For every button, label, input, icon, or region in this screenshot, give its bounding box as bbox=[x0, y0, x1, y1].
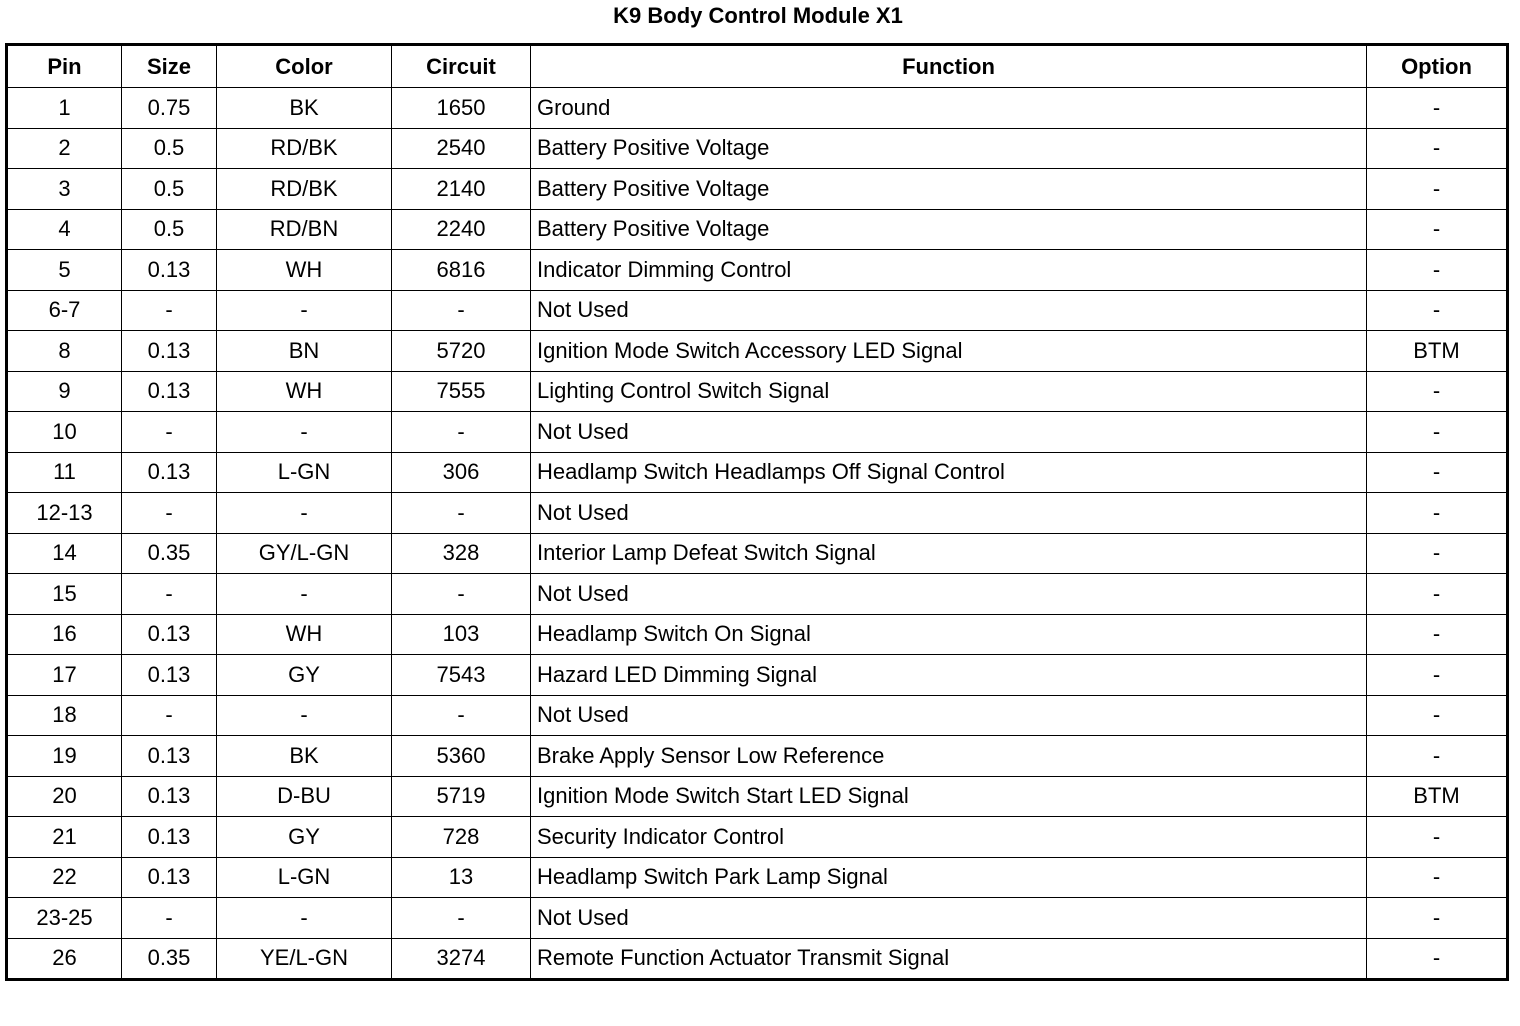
cell-option: - bbox=[1367, 695, 1508, 736]
table-row bbox=[7, 371, 1508, 412]
table-row bbox=[7, 614, 1508, 655]
cell-option: - bbox=[1367, 250, 1508, 291]
column-header-option: Option bbox=[1367, 45, 1508, 88]
cell-size: 0.13 bbox=[122, 371, 217, 412]
cell-pin: 3 bbox=[7, 169, 122, 210]
cell-circuit: - bbox=[392, 290, 531, 331]
cell-size: - bbox=[122, 574, 217, 615]
cell-color: L-GN bbox=[217, 452, 392, 493]
cell-size: - bbox=[122, 412, 217, 453]
cell-circuit: 2540 bbox=[392, 128, 531, 169]
cell-option: - bbox=[1367, 209, 1508, 250]
table-row bbox=[7, 776, 1508, 817]
cell-option: - bbox=[1367, 574, 1508, 615]
cell-circuit: 3274 bbox=[392, 938, 531, 980]
cell-color: - bbox=[217, 412, 392, 453]
cell-size: 0.13 bbox=[122, 776, 217, 817]
cell-pin: 4 bbox=[7, 209, 122, 250]
cell-size: 0.75 bbox=[122, 88, 217, 129]
cell-pin: 8 bbox=[7, 331, 122, 372]
cell-color: - bbox=[217, 898, 392, 939]
cell-pin: 23-25 bbox=[7, 898, 122, 939]
cell-function: Hazard LED Dimming Signal bbox=[531, 655, 1367, 696]
document-title: K9 Body Control Module X1 bbox=[613, 3, 903, 28]
cell-function: Not Used bbox=[531, 412, 1367, 453]
table-row bbox=[7, 331, 1508, 372]
cell-color: BK bbox=[217, 736, 392, 777]
cell-circuit: 728 bbox=[392, 817, 531, 858]
cell-pin: 19 bbox=[7, 736, 122, 777]
cell-color: GY bbox=[217, 817, 392, 858]
cell-circuit: 5719 bbox=[392, 776, 531, 817]
cell-color: BN bbox=[217, 331, 392, 372]
cell-function: Not Used bbox=[531, 493, 1367, 534]
cell-circuit: 2140 bbox=[392, 169, 531, 210]
table-row bbox=[7, 493, 1508, 534]
cell-function: Indicator Dimming Control bbox=[531, 250, 1367, 291]
table-row bbox=[7, 574, 1508, 615]
cell-pin: 18 bbox=[7, 695, 122, 736]
table-row bbox=[7, 695, 1508, 736]
cell-circuit: 328 bbox=[392, 533, 531, 574]
cell-function: Headlamp Switch Park Lamp Signal bbox=[531, 857, 1367, 898]
cell-option: - bbox=[1367, 169, 1508, 210]
cell-size: 0.35 bbox=[122, 533, 217, 574]
cell-circuit: 13 bbox=[392, 857, 531, 898]
cell-pin: 5 bbox=[7, 250, 122, 291]
cell-circuit: - bbox=[392, 695, 531, 736]
cell-size: 0.5 bbox=[122, 209, 217, 250]
cell-size: 0.13 bbox=[122, 452, 217, 493]
cell-color: WH bbox=[217, 371, 392, 412]
cell-color: RD/BK bbox=[217, 128, 392, 169]
cell-circuit: - bbox=[392, 412, 531, 453]
cell-pin: 1 bbox=[7, 88, 122, 129]
cell-circuit: 7543 bbox=[392, 655, 531, 696]
cell-pin: 12-13 bbox=[7, 493, 122, 534]
cell-color: WH bbox=[217, 250, 392, 291]
table-row bbox=[7, 169, 1508, 210]
cell-color: RD/BN bbox=[217, 209, 392, 250]
cell-pin: 15 bbox=[7, 574, 122, 615]
cell-circuit: 1650 bbox=[392, 88, 531, 129]
cell-function: Headlamp Switch Headlamps Off Signal Control bbox=[531, 452, 1367, 493]
cell-size: 0.13 bbox=[122, 331, 217, 372]
cell-option: - bbox=[1367, 938, 1508, 980]
cell-color: D-BU bbox=[217, 776, 392, 817]
table-row bbox=[7, 938, 1508, 980]
cell-option: - bbox=[1367, 817, 1508, 858]
cell-size: - bbox=[122, 695, 217, 736]
cell-circuit: 6816 bbox=[392, 250, 531, 291]
cell-size: 0.13 bbox=[122, 857, 217, 898]
cell-function: Security Indicator Control bbox=[531, 817, 1367, 858]
cell-function: Remote Function Actuator Transmit Signal bbox=[531, 938, 1367, 980]
cell-color: GY/L-GN bbox=[217, 533, 392, 574]
cell-color: - bbox=[217, 493, 392, 534]
cell-option: - bbox=[1367, 898, 1508, 939]
cell-function: Not Used bbox=[531, 898, 1367, 939]
cell-option: - bbox=[1367, 533, 1508, 574]
table-row bbox=[7, 290, 1508, 331]
cell-pin: 20 bbox=[7, 776, 122, 817]
cell-option: - bbox=[1367, 857, 1508, 898]
cell-circuit: 5360 bbox=[392, 736, 531, 777]
cell-option: - bbox=[1367, 128, 1508, 169]
cell-pin: 14 bbox=[7, 533, 122, 574]
cell-size: - bbox=[122, 898, 217, 939]
cell-function: Headlamp Switch On Signal bbox=[531, 614, 1367, 655]
cell-function: Battery Positive Voltage bbox=[531, 128, 1367, 169]
table-row bbox=[7, 736, 1508, 777]
cell-size: - bbox=[122, 493, 217, 534]
cell-color: L-GN bbox=[217, 857, 392, 898]
cell-option: BTM bbox=[1367, 776, 1508, 817]
column-header-pin: Pin bbox=[7, 45, 122, 88]
table-row bbox=[7, 250, 1508, 291]
cell-color: YE/L-GN bbox=[217, 938, 392, 980]
cell-size: 0.13 bbox=[122, 817, 217, 858]
cell-pin: 9 bbox=[7, 371, 122, 412]
cell-function: Not Used bbox=[531, 695, 1367, 736]
cell-pin: 16 bbox=[7, 614, 122, 655]
table-body bbox=[7, 88, 1508, 980]
cell-function: Ignition Mode Switch Start LED Signal bbox=[531, 776, 1367, 817]
cell-option: - bbox=[1367, 736, 1508, 777]
table-row bbox=[7, 88, 1508, 129]
cell-option: BTM bbox=[1367, 331, 1508, 372]
cell-option: - bbox=[1367, 493, 1508, 534]
cell-option: - bbox=[1367, 290, 1508, 331]
cell-circuit: 2240 bbox=[392, 209, 531, 250]
cell-option: - bbox=[1367, 412, 1508, 453]
cell-function: Lighting Control Switch Signal bbox=[531, 371, 1367, 412]
column-header-color: Color bbox=[217, 45, 392, 88]
table-row bbox=[7, 209, 1508, 250]
cell-option: - bbox=[1367, 88, 1508, 129]
cell-color: BK bbox=[217, 88, 392, 129]
cell-circuit: 306 bbox=[392, 452, 531, 493]
cell-circuit: 103 bbox=[392, 614, 531, 655]
cell-color: GY bbox=[217, 655, 392, 696]
cell-color: - bbox=[217, 290, 392, 331]
table-header-row bbox=[7, 45, 1508, 88]
cell-function: Ignition Mode Switch Accessory LED Signal bbox=[531, 331, 1367, 372]
column-header-size: Size bbox=[122, 45, 217, 88]
cell-pin: 11 bbox=[7, 452, 122, 493]
table-row bbox=[7, 857, 1508, 898]
cell-color: - bbox=[217, 695, 392, 736]
table-row bbox=[7, 412, 1508, 453]
cell-color: RD/BK bbox=[217, 169, 392, 210]
table-row bbox=[7, 533, 1508, 574]
cell-option: - bbox=[1367, 371, 1508, 412]
cell-size: 0.13 bbox=[122, 655, 217, 696]
cell-function: Interior Lamp Defeat Switch Signal bbox=[531, 533, 1367, 574]
cell-circuit: - bbox=[392, 574, 531, 615]
cell-circuit: 7555 bbox=[392, 371, 531, 412]
table-row bbox=[7, 817, 1508, 858]
cell-size: 0.35 bbox=[122, 938, 217, 980]
cell-size: 0.13 bbox=[122, 736, 217, 777]
cell-color: WH bbox=[217, 614, 392, 655]
column-header-function: Function bbox=[531, 45, 1367, 88]
table-row bbox=[7, 898, 1508, 939]
cell-size: - bbox=[122, 290, 217, 331]
cell-pin: 17 bbox=[7, 655, 122, 696]
cell-color: - bbox=[217, 574, 392, 615]
cell-function: Not Used bbox=[531, 574, 1367, 615]
cell-pin: 21 bbox=[7, 817, 122, 858]
cell-pin: 26 bbox=[7, 938, 122, 980]
cell-function: Battery Positive Voltage bbox=[531, 169, 1367, 210]
cell-function: Brake Apply Sensor Low Reference bbox=[531, 736, 1367, 777]
cell-option: - bbox=[1367, 452, 1508, 493]
cell-pin: 2 bbox=[7, 128, 122, 169]
cell-pin: 10 bbox=[7, 412, 122, 453]
cell-size: 0.13 bbox=[122, 614, 217, 655]
column-header-circuit: Circuit bbox=[392, 45, 531, 88]
table-row bbox=[7, 452, 1508, 493]
cell-circuit: 5720 bbox=[392, 331, 531, 372]
cell-pin: 6-7 bbox=[7, 290, 122, 331]
cell-pin: 22 bbox=[7, 857, 122, 898]
cell-size: 0.5 bbox=[122, 128, 217, 169]
cell-option: - bbox=[1367, 614, 1508, 655]
cell-option: - bbox=[1367, 655, 1508, 696]
cell-circuit: - bbox=[392, 898, 531, 939]
cell-function: Ground bbox=[531, 88, 1367, 129]
cell-size: 0.5 bbox=[122, 169, 217, 210]
cell-function: Not Used bbox=[531, 290, 1367, 331]
cell-function: Battery Positive Voltage bbox=[531, 209, 1367, 250]
table-row bbox=[7, 128, 1508, 169]
cell-circuit: - bbox=[392, 493, 531, 534]
cell-size: 0.13 bbox=[122, 250, 217, 291]
connector-pinout-table bbox=[5, 43, 1509, 981]
table-row bbox=[7, 655, 1508, 696]
